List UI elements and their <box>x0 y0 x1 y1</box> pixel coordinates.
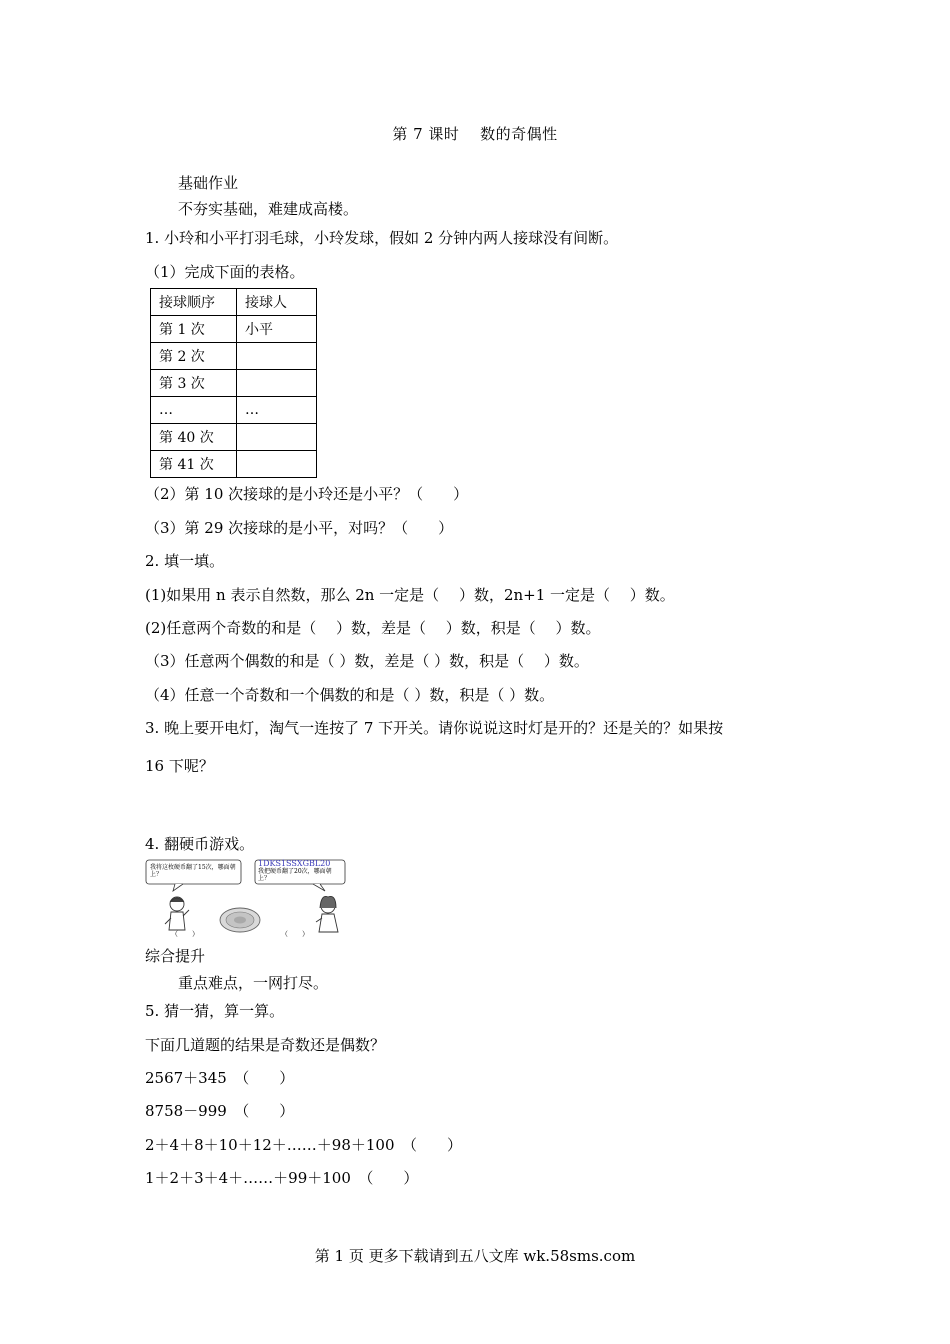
speech-bubble-right-text: 我把硬币翻了20次，哪面朝上？ <box>258 868 332 882</box>
table-cell: … <box>151 397 237 424</box>
question-5-item-3: 2＋4＋8＋10＋12＋……＋98＋100 （ ） <box>145 1136 463 1154</box>
table-cell <box>237 343 317 370</box>
question-3-line-2: 16 下呢？ <box>145 757 214 775</box>
question-2-text: 2. 填一填。 <box>145 552 225 570</box>
question-5-item-2: 8758－999 （ ） <box>145 1102 295 1120</box>
question-5-text: 5. 猜一猜，算一算。 <box>145 1002 285 1020</box>
table-row <box>151 316 317 343</box>
page-footer: 第 1 页 更多下载请到五八文库 wk.58sms.com <box>314 1247 636 1265</box>
coin-game-illustration <box>145 858 355 938</box>
table-cell <box>237 451 317 478</box>
girl-figure <box>316 896 338 932</box>
question-1-text: 1. 小玲和小平打羽毛球，小玲发球，假如 2 分钟内两人接球没有间断。 <box>145 229 619 247</box>
question-2-line-4: （4）任意一个奇数和一个偶数的和是（ ）数，积是（ ）数。 <box>145 686 555 704</box>
table-cell: 第 41 次 <box>151 451 237 478</box>
coin-figure <box>220 908 260 932</box>
question-5-intro: 下面几道题的结果是奇数还是偶数？ <box>145 1036 386 1054</box>
table-cell: 第 2 次 <box>151 343 237 370</box>
question-5-item-1: 2567＋345 （ ） <box>145 1069 295 1087</box>
table-row <box>151 424 317 451</box>
table-row <box>151 451 317 478</box>
speech-bubble-left-tail <box>173 884 183 891</box>
question-1-sub-2: （2）第 10 次接球的是小玲还是小平？（ ） <box>145 485 469 503</box>
section-heading-basic: 基础作业 <box>178 174 239 192</box>
table-row <box>151 397 317 424</box>
table-row <box>151 343 317 370</box>
question-2-line-1: (1)如果用 n 表示自然数，那么 2n 一定是（ ）数，2n+1 一定是（ ）数。 <box>145 586 675 604</box>
table-row <box>151 370 317 397</box>
section-motto-basic: 不夯实基础，难建成高楼。 <box>178 200 359 218</box>
table-header-cell: 接球顺序 <box>151 289 237 316</box>
table-cell: … <box>237 397 317 424</box>
table-header-cell: 接球人 <box>237 289 317 316</box>
table-cell <box>237 370 317 397</box>
question-2-line-2: (2)任意两个奇数的和是（ ）数，差是（ ）数，积是（ ）数。 <box>145 619 601 637</box>
table-cell <box>237 424 317 451</box>
paren-left: （ ） <box>171 930 199 938</box>
question-3-line-1: 3. 晚上要开电灯，淘气一连按了 7 下开关。请你说说这时灯是开的？还是关的？如果按 <box>145 719 724 737</box>
question-1-sub-1: （1）完成下面的表格。 <box>145 263 305 281</box>
speech-bubble-right-overlay: 1DKS1SSXGBL20 <box>258 859 331 868</box>
question-5-item-4: 1＋2＋3＋4＋……＋99＋100 （ ） <box>145 1169 419 1187</box>
table-header-row <box>151 289 317 316</box>
section-heading-advanced: 综合提升 <box>145 947 206 965</box>
question-4-text: 4. 翻硬币游戏。 <box>145 835 255 853</box>
ball-order-table <box>150 288 317 478</box>
paren-right: （ ） <box>281 930 309 938</box>
question-2-line-3: （3）任意两个偶数的和是（ ）数，差是（ ）数，积是（ ）数。 <box>145 652 589 670</box>
speech-bubble-right-tail <box>313 884 325 891</box>
question-1-sub-3: （3）第 29 次接球的是小平，对吗？（ ） <box>145 519 454 537</box>
table-cell: 第 1 次 <box>151 316 237 343</box>
section-motto-advanced: 重点难点，一网打尽。 <box>178 974 329 992</box>
speech-bubble-left-text: 我将这枚硬币翻了15次，哪面朝上？ <box>150 864 236 878</box>
table-cell: 第 3 次 <box>151 370 237 397</box>
boy-figure <box>165 897 189 930</box>
table-cell: 小平 <box>237 316 317 343</box>
page-title: 第 7 课时 数的奇偶性 <box>392 125 558 143</box>
table-cell: 第 40 次 <box>151 424 237 451</box>
